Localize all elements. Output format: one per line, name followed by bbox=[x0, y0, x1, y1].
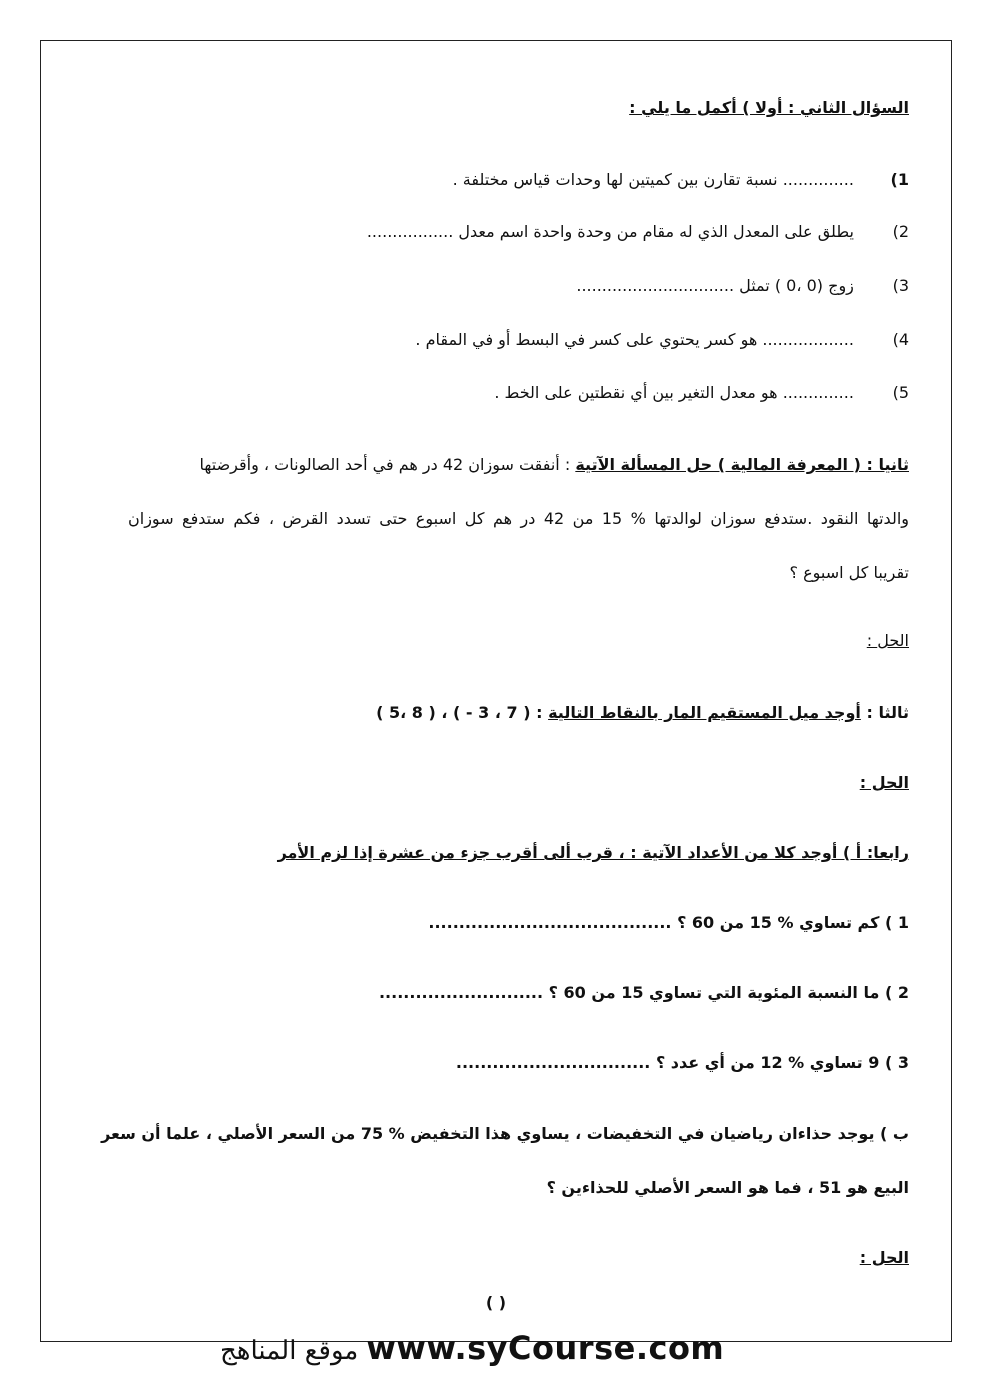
financial-heading: ثانيا : ( المعرفة المالية ) حل المسألة الآتية bbox=[575, 455, 909, 474]
shoes-problem-line-2: البيع هو 51 ، فما هو السعر الأصلي للحذاءين ؟ bbox=[546, 1178, 909, 1197]
slope-solution-label: الحل : bbox=[859, 773, 909, 792]
item-text: .............. هو معدل التغير بين أي نقطتين على الخط . bbox=[494, 383, 854, 402]
item-number: 1) bbox=[890, 170, 909, 189]
watermark bbox=[220, 1329, 724, 1367]
item-text: .............. نسبة تقارن بين كميتين لها وحدات قياس مختلفة . bbox=[452, 170, 854, 189]
fill-item-1 bbox=[453, 169, 909, 191]
watermark-url: www.syCourse.com bbox=[366, 1329, 725, 1367]
item-number: 5) bbox=[892, 383, 909, 402]
fourth-item-3: 3 ) 9 تساوي % 12 من أي عدد ؟ ................................ bbox=[455, 1053, 909, 1072]
financial-problem-line-1 bbox=[199, 454, 909, 476]
item-text: زوج (0 ،0 ) تمثل ............................... bbox=[576, 276, 854, 295]
shoes-problem-line-1: ب ) يوجد حذاءان رياضيان في التخفيضات ، يساوي هذا التخفيض % 75 من السعر الأصلي ، علما أن سعر bbox=[101, 1124, 909, 1143]
fill-item-4 bbox=[415, 329, 909, 351]
financial-problem-line-3: تقريبا كل اسبوع ؟ bbox=[789, 563, 909, 582]
financial-text: : أنفقت سوزان 42 در هم في أحد الصالونات ، وأقرضتها bbox=[199, 455, 571, 474]
slope-heading: أوجد ميل المستقيم المار بالنقاط التالية bbox=[548, 703, 861, 722]
financial-problem-line-2: والدتها النقود .ستدفع سوزان لوالدتها % 15 من 42 در هم كل اسبوع حتى تسدد القرض ، فكم ستدفع سوزان bbox=[128, 509, 909, 528]
item-text: يطلق على المعدل الذي له مقام من وحدة واحدة اسم معدل ................. bbox=[366, 222, 854, 241]
slope-question bbox=[376, 702, 909, 724]
solution-label: الحل : bbox=[866, 631, 909, 650]
item-number: 4) bbox=[892, 330, 909, 349]
solution-label-text: الحل bbox=[877, 631, 909, 650]
section2-heading: السؤال الثاني : أولا ) أكمل ما يلي : bbox=[629, 98, 909, 117]
fourth-heading: رابعا: أ ) أوجد كلا من الأعداد الآتية : ، قرب ألى أقرب جزء من عشرة إذا لزم الأمر bbox=[277, 843, 909, 862]
fill-item-3 bbox=[576, 275, 909, 297]
slope-points: : ( 7 ، 3 - ) ، ( 8 ،5 ) bbox=[376, 703, 543, 722]
fourth-item-2: 2 ) ما النسبة المئوية التي تساوي 15 من 60 ؟ ........................... bbox=[378, 983, 909, 1002]
watermark-arabic: موقع المناهج bbox=[220, 1336, 359, 1366]
fill-item-2 bbox=[367, 221, 909, 243]
item-number: 3) bbox=[892, 276, 909, 295]
item-number: 2) bbox=[892, 222, 909, 241]
slope-prefix: ثالثا : bbox=[866, 703, 909, 722]
shoes-solution-label: الحل : bbox=[859, 1248, 909, 1267]
item-text: .................. هو كسر يحتوي على كسر في البسط أو في المقام . bbox=[415, 330, 854, 349]
fill-item-5 bbox=[494, 382, 909, 404]
page-number-mark: ( ) bbox=[485, 1293, 507, 1312]
fourth-item-1: 1 ) كم تساوي % 15 من 60 ؟ ........................................ bbox=[428, 913, 909, 932]
